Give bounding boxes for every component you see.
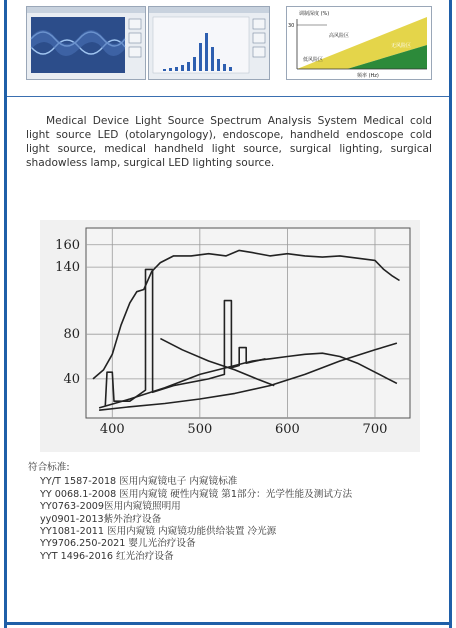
risk-label-low: 低风险区 (303, 57, 324, 63)
x-tick-label: 700 (362, 422, 388, 437)
risk-x-label: 频率 (Hz) (357, 73, 379, 79)
x-tick-label: 500 (187, 422, 213, 437)
page-frame-bottom (4, 622, 452, 625)
x-tick-label: 400 (99, 422, 125, 437)
standards-list (28, 476, 428, 563)
spectrum-chart-svg (40, 220, 420, 452)
standard-item: YY0763-2009医用内窥镜照明用 (40, 501, 181, 513)
y-tick-label: 140 (55, 260, 80, 276)
risk-y-label: 调制深度 (%) (299, 11, 330, 17)
spectrum-chart (40, 220, 420, 452)
standard-item: YY1081-2011 医用内窥镜 内窥镜功能供给装置 冷光源 (40, 526, 277, 538)
risk-label-high: 高风险区 (329, 33, 350, 39)
y-tick-label: 80 (63, 327, 80, 343)
standards-heading: 符合标准: (28, 462, 70, 473)
risk-label-none: 无风险区 (391, 43, 412, 49)
product-description: Medical Device Light Source Spectrum Analysis System Medical cold light source LED (otolaryngology), endoscope, handheld endoscope cold light source, medical handheld light source, surgical lighting, surgical shadowless lamp, surgical LED lighting source. (26, 115, 432, 169)
risk-upper-value: 30 (288, 23, 295, 29)
x-tick-label: 600 (274, 422, 300, 437)
frequency-screenshot (148, 6, 270, 80)
standard-item: YYT 1496-2016 红光治疗设备 (40, 550, 174, 562)
y-tick-label: 40 (63, 371, 80, 387)
standard-item: YY 0068.1-2008 医用内窥镜 硬性内窥镜 第1部分：光学性能及测试方法 (40, 488, 353, 500)
plot-area (86, 228, 410, 418)
y-tick-label: 160 (55, 237, 80, 253)
section-divider (7, 96, 449, 97)
standard-item: YY9706.250-2021 婴儿光治疗设备 (40, 538, 196, 550)
page-frame-left (4, 0, 7, 628)
waveform-screenshot (26, 6, 146, 80)
standard-item: yy0901-2013紫外治疗设备 (40, 513, 162, 525)
standard-item: YY/T 1587-2018 医用内窥镜电子 内窥镜标准 (40, 476, 238, 488)
standards-section (28, 462, 428, 563)
risk-region-diagram (286, 6, 432, 80)
page-frame-right (449, 0, 452, 628)
